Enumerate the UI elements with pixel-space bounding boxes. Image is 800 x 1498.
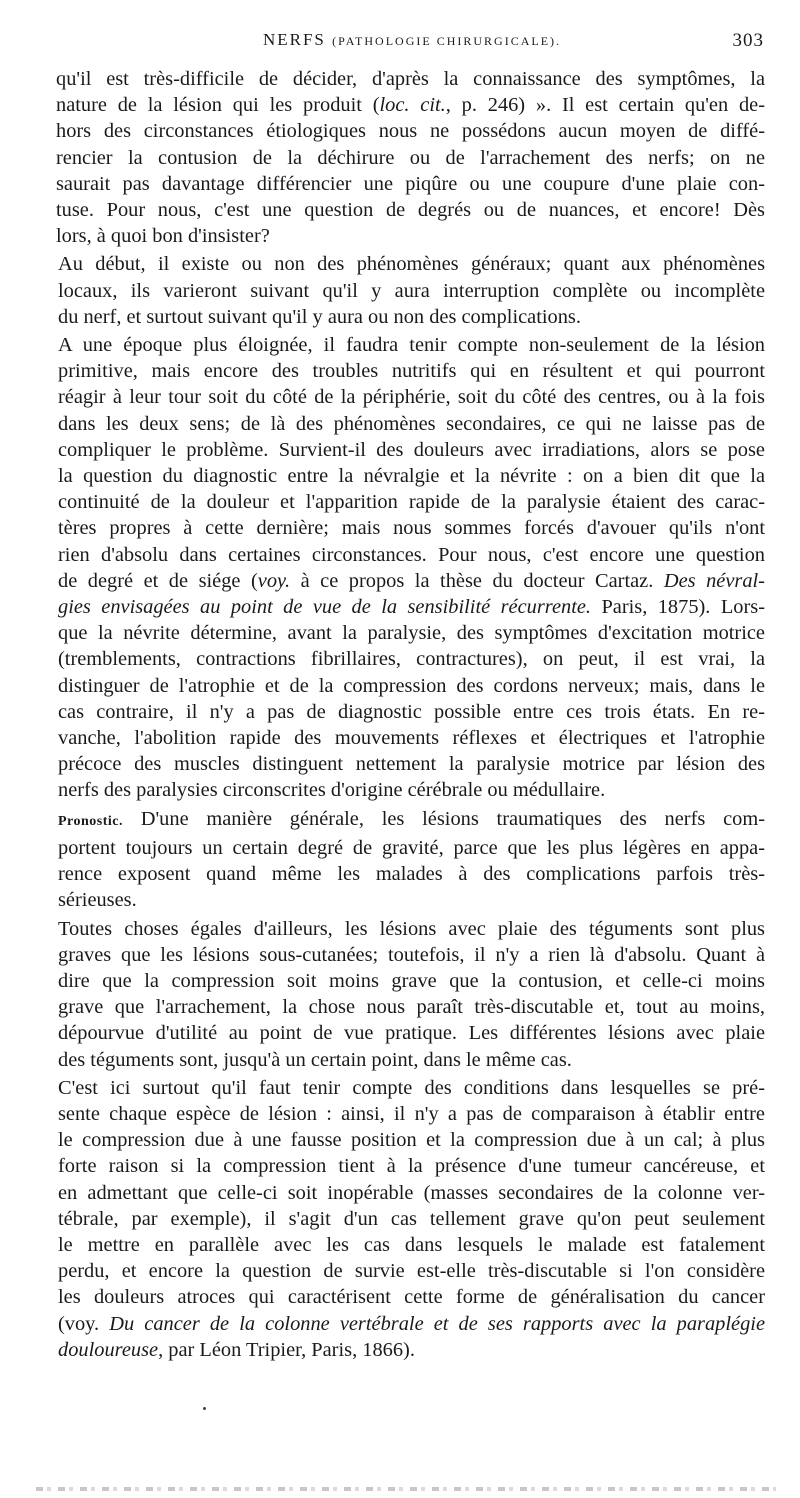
paragraph xyxy=(56,916,765,1073)
text-line: le compression due à une fausse position et la compression due à un cal; à plus xyxy=(58,1129,765,1152)
text-line: précoce des muscles distinguent nettement la paralysie motrice par lésion des xyxy=(58,753,765,776)
text-line: gies envisagées au point de vue de la sensibilité récurrente. Paris, 1875). Lors- xyxy=(58,596,765,619)
text-line: graves que les lésions sous-cutanées; toutefois, il n'y a rien là d'absolu. Quant à xyxy=(58,943,765,966)
text-line: rien d'absolu dans certaines circonstances. Pour nous, c'est encore une question xyxy=(58,543,765,566)
text-line: saurait pas davantage différencier une piqûre ou une coupure d'une plaie con- xyxy=(56,172,765,195)
text-line-content: D'une manière générale, les lésions traumatiques des nerfs com- xyxy=(140,807,765,830)
text-line: qu'il est très-difficile de décider, d'après la connaissance des symptômes, la xyxy=(56,68,765,90)
text-line: (voy. Du cancer de la colonne vertébrale et de ses rapports avec la paraplégie xyxy=(58,1312,766,1335)
text-line: C'est ici surtout qu'il faut tenir compte des conditions dans lesquelles se pré- xyxy=(58,1076,765,1099)
text-line: rencier la contusion de la déchirure ou de l'arrachement des nerfs; on ne xyxy=(56,146,765,169)
text-line: sente chaque espèce de lésion : ainsi, il n'y a pas de comparaison à établir entre xyxy=(58,1102,765,1125)
text-line: locaux, ils varieront suivant qu'il y aura interruption complète ou incomplète xyxy=(58,279,765,302)
text-line: nerfs des paralysies circonscrites d'origine cérébrale ou médullaire. xyxy=(58,779,606,802)
text-line: cas contraire, il n'y a pas de diagnostic possible entre ces trois états. En re- xyxy=(58,700,765,723)
running-head xyxy=(58,30,766,50)
page-number: 303 xyxy=(732,30,764,51)
paragraph xyxy=(56,332,765,804)
text-line: que la névrite détermine, avant la paralysie, des symptômes d'excitation motrice xyxy=(58,622,765,645)
text-line xyxy=(56,806,765,835)
stray-mark xyxy=(203,1407,206,1410)
paragraph xyxy=(56,251,765,330)
section-heading: Pronostic. xyxy=(58,813,124,829)
text-line: A une époque plus éloignée, il faudra tenir compte non-seulement de la lésion xyxy=(58,334,765,357)
text-line: compliquer le problème. Survient-il des douleurs avec irradiations, alors se pose xyxy=(58,438,765,461)
text-line: en admettant que celle-ci soit inopérable (masses secondaires de la colonne ver- xyxy=(58,1181,765,1204)
text-line: le mettre en parallèle avec les cas dans lesquels le malade est fatalement xyxy=(58,1233,765,1256)
text-line: la question du diagnostic entre la névralgie et la névrite : on a bien dit que la xyxy=(58,465,765,488)
text-line: des téguments sont, jusqu'à un certain point, dans le même cas. xyxy=(58,1048,572,1071)
text-line: les douleurs atroces qui caractérisent cette forme de généralisation du cancer xyxy=(58,1286,765,1309)
text-line: dépourvue d'utilité au point de vue pratique. Les différentes lésions avec plaie xyxy=(58,1022,765,1045)
bleed-through-line xyxy=(36,1487,776,1491)
text-line: forte raison si la compression tient à la présence d'une tumeur cancéreuse, et xyxy=(58,1155,765,1178)
text-line: tuse. Pour nous, c'est une question de degrés ou de nuances, et encore! Dès xyxy=(56,199,765,222)
text-line: continuité de la douleur et l'apparition rapide de la paralysie étaient des carac- xyxy=(58,491,765,514)
text-line: dans les deux sens; de là des phénomènes secondaires, ce qui ne laisse pas de xyxy=(58,412,765,435)
body-text xyxy=(56,66,765,1363)
pronostic-paragraph xyxy=(56,806,765,914)
text-line: portent toujours un certain degré de gravité, parce que les plus légères en appa- xyxy=(58,836,765,859)
text-line: dire que la compression soit moins grave que la contusion, et celle-ci moins xyxy=(58,969,765,992)
text-line: tébrale, par exemple), il s'agit d'un cas tellement grave qu'on peut seulement xyxy=(58,1207,765,1230)
text-line: vanche, l'abolition rapide des mouvements réflexes et électriques et l'atrophie xyxy=(58,727,765,750)
text-line: grave que l'arrachement, la chose nous paraît très-discutable et, tout au moins, xyxy=(58,996,765,1019)
text-line: Toutes choses égales d'ailleurs, les lésions avec plaie des téguments sont plus xyxy=(58,917,765,940)
text-line: distinguer de l'atrophie et de la compression des cordons nerveux; mais, dans le xyxy=(58,674,765,697)
text-line: (tremblements, contractions fibrillaires, contractures), on peut, il est vrai, la xyxy=(58,648,765,671)
text-line: tères propres à cette dernière; mais nous sommes forcés d'avouer qu'ils n'ont xyxy=(58,517,765,540)
text-line: Au début, il existe ou non des phénomènes généraux; quant aux phénomènes xyxy=(58,253,765,276)
text-line: réagir à leur tour soit du côté de la périphérie, soit du côté des centres, ou à la fois xyxy=(58,386,765,409)
paragraph xyxy=(56,66,765,249)
text-line: douloureuse, par Léon Tripier, Paris, 1866). xyxy=(58,1338,415,1361)
text-line: lors, à quoi bon d'insister? xyxy=(56,225,270,248)
text-line: perdu, et encore la question de survie est-elle très-discutable si l'on considère xyxy=(58,1260,765,1283)
paragraph xyxy=(56,1075,765,1363)
text-line: de degré et de siége (voy. à ce propos la thèse du docteur Cartaz. Des névral- xyxy=(58,569,765,592)
text-line: du nerf, et surtout suivant qu'il y aura ou non des complications. xyxy=(58,305,581,328)
text-line: hors des circonstances étiologiques nous ne possédons aucun moyen de diffé- xyxy=(56,120,765,143)
page-header xyxy=(58,30,766,56)
text-line: sérieuses. xyxy=(58,889,137,912)
text-line: nature de la lésion qui les produit (loc. cit., p. 246) ». Il est certain qu'en de- xyxy=(56,94,765,117)
text-line: primitive, mais encore des troubles nutritifs qui en résultent et qui pourront xyxy=(58,360,765,383)
running-head-subtitle: (PATHOLOGIE CHIRURGICALE). xyxy=(332,34,562,48)
text-line: rence exposent quand même les malades à des complications parfois très- xyxy=(58,863,765,886)
running-head-title: NERFS xyxy=(262,30,326,49)
